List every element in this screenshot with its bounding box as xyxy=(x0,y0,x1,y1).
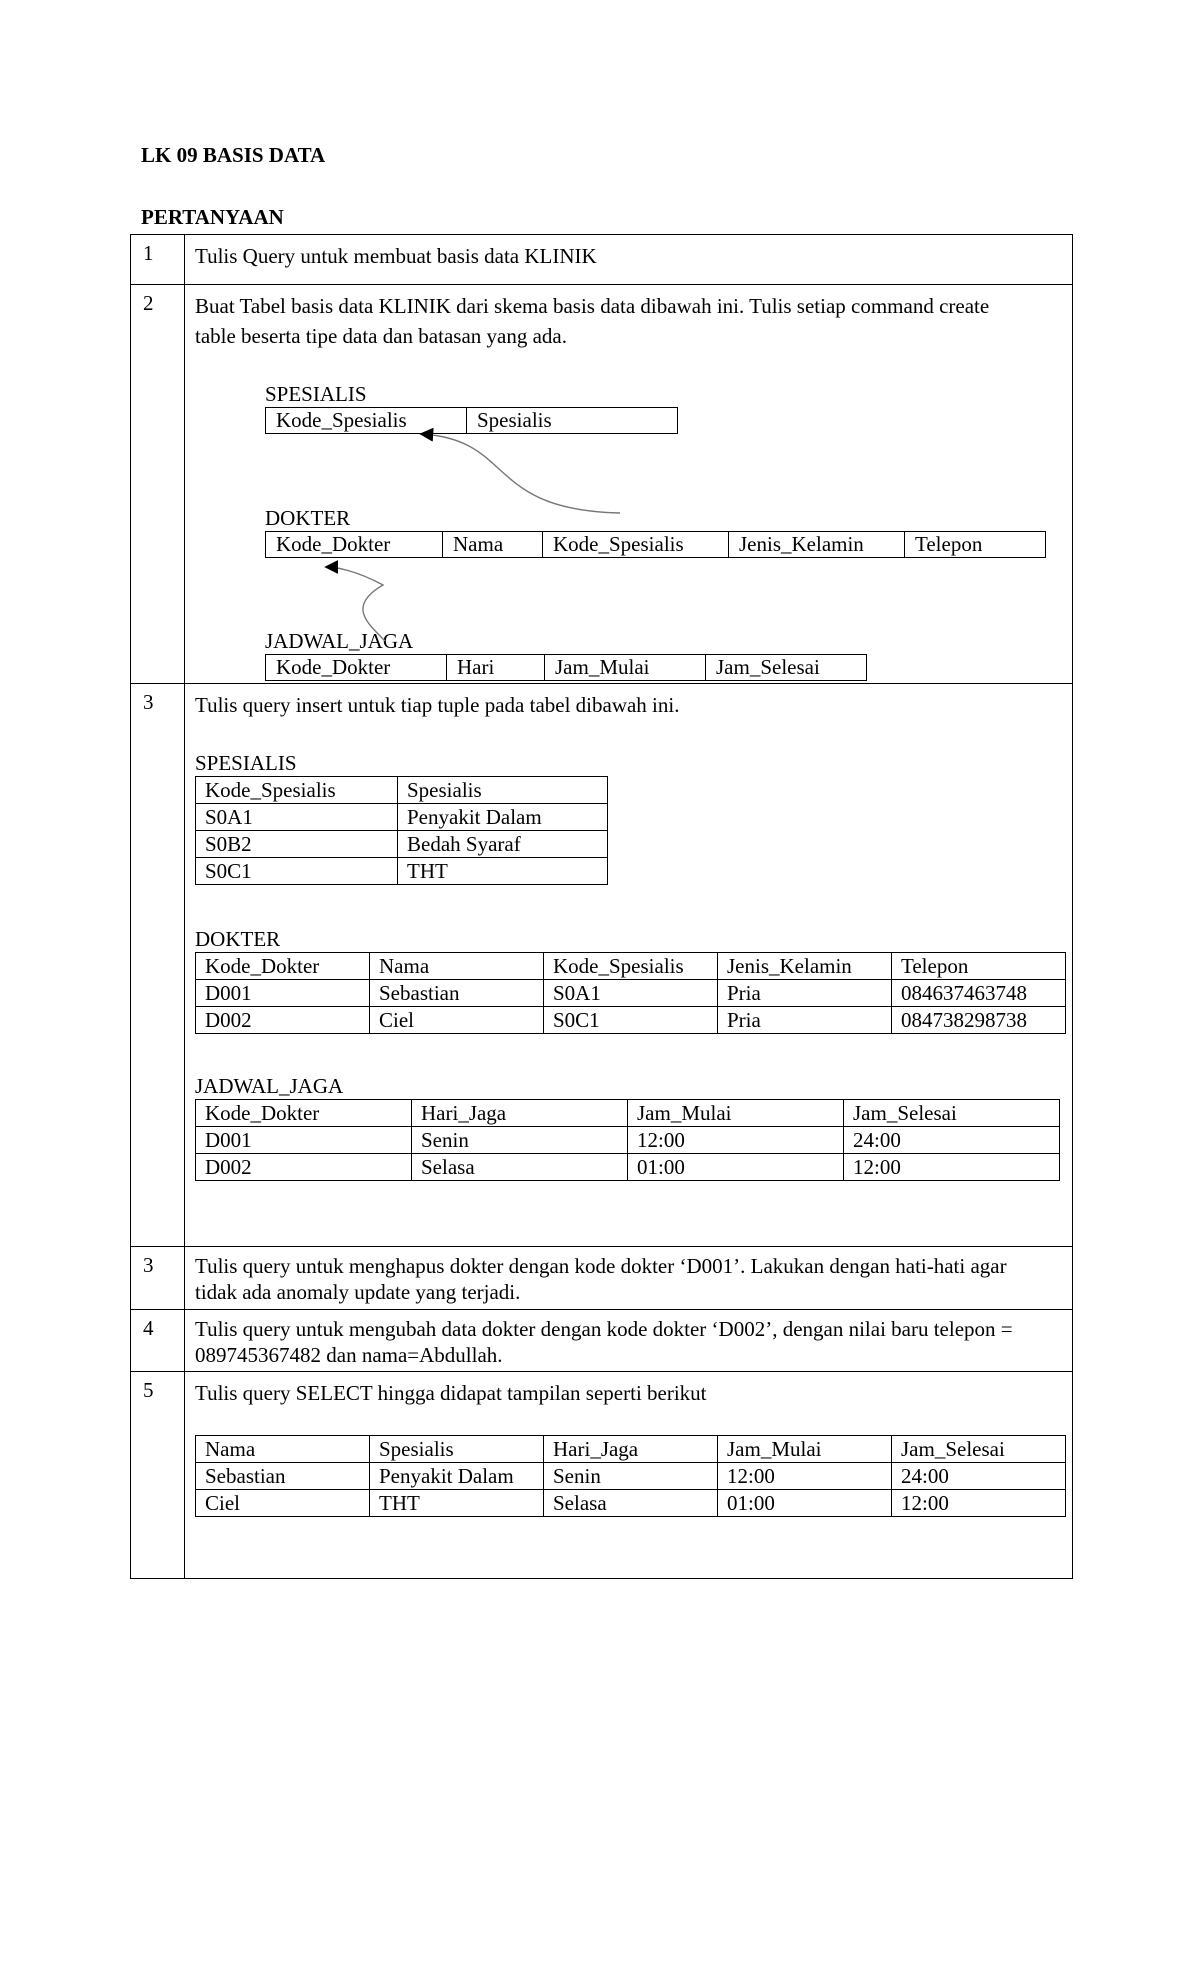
table-cell: 084637463748 xyxy=(892,980,1066,1007)
schema-column: Jam_Mulai xyxy=(545,655,706,681)
table-row xyxy=(196,858,608,885)
table-cell: 01:00 xyxy=(628,1154,844,1181)
table-cell: Senin xyxy=(412,1127,628,1154)
schema-column: Spesialis xyxy=(467,408,678,434)
table-cell: 24:00 xyxy=(892,1463,1066,1490)
table-cell: Jenis_Kelamin xyxy=(718,953,892,980)
table-cell: S0B2 xyxy=(196,831,398,858)
table-row xyxy=(196,1463,1066,1490)
table-cell: Hari_Jaga xyxy=(412,1100,628,1127)
table-cell: Selasa xyxy=(544,1490,718,1517)
table-cell: 12:00 xyxy=(718,1463,892,1490)
table-cell: S0C1 xyxy=(196,858,398,885)
table-row xyxy=(196,1007,1066,1034)
question-delete-text: Tulis query untuk menghapus dokter dengan kode dokter ‘D001’. Lakukan dengan hati-hati agar tidak ada anomaly update yang terjadi. xyxy=(195,1254,1007,1304)
table-row xyxy=(196,1436,1066,1463)
schema-column: Nama xyxy=(443,532,543,558)
question-3-cell xyxy=(185,684,1073,1247)
table-cell: Senin xyxy=(544,1463,718,1490)
insert-spesialis-label: SPESIALIS xyxy=(195,751,297,775)
table-cell: S0A1 xyxy=(544,980,718,1007)
table-cell: D001 xyxy=(196,1127,412,1154)
question-text xyxy=(185,1247,1073,1310)
table-cell: 12:00 xyxy=(628,1127,844,1154)
insert-spesialis-table xyxy=(195,776,608,885)
question-row xyxy=(131,1372,1073,1579)
schema-dokter-label: DOKTER xyxy=(265,506,351,530)
table-cell: Spesialis xyxy=(398,777,608,804)
insert-dokter-table xyxy=(195,952,1066,1034)
relationship-arrows xyxy=(185,285,1065,684)
table-cell: Jam_Selesai xyxy=(892,1436,1066,1463)
table-cell: Kode_Spesialis xyxy=(544,953,718,980)
table-cell: Bedah Syaraf xyxy=(398,831,608,858)
table-cell: 01:00 xyxy=(718,1490,892,1517)
question-number: 3 xyxy=(131,1247,185,1310)
table-cell: D002 xyxy=(196,1007,370,1034)
question-text xyxy=(185,235,1073,285)
question-row xyxy=(131,285,1073,684)
table-row xyxy=(196,1154,1060,1181)
question-text xyxy=(185,1310,1073,1372)
table-row xyxy=(196,831,608,858)
question-1-text: Tulis Query untuk membuat basis data KLINIK xyxy=(195,244,597,268)
table-cell: 12:00 xyxy=(844,1154,1060,1181)
table-row xyxy=(196,777,608,804)
question-row xyxy=(131,1310,1073,1372)
schema-column: Jenis_Kelamin xyxy=(729,532,905,558)
table-cell: 12:00 xyxy=(892,1490,1066,1517)
insert-jadwal-label: JADWAL_JAGA xyxy=(195,1074,344,1098)
schema-column: Kode_Dokter xyxy=(266,655,447,681)
schema-column: Jam_Selesai xyxy=(706,655,867,681)
question-row xyxy=(131,1247,1073,1310)
table-cell: Nama xyxy=(196,1436,370,1463)
table-cell: Selasa xyxy=(412,1154,628,1181)
question-5-text: Tulis query SELECT hingga didapat tampilan seperti berikut xyxy=(195,1381,707,1405)
schema-column: Telepon xyxy=(905,532,1046,558)
insert-jadwal-table xyxy=(195,1099,1060,1181)
question-update-text: Tulis query untuk mengubah data dokter dengan kode dokter ‘D002’, dengan nilai baru telepon = 089745367482 dan nama=Abdullah. xyxy=(195,1317,1013,1367)
table-cell: THT xyxy=(398,858,608,885)
question-2-cell xyxy=(185,285,1073,684)
table-cell: Sebastian xyxy=(370,980,544,1007)
insert-dokter-label: DOKTER xyxy=(195,927,281,951)
table-cell: Telepon xyxy=(892,953,1066,980)
question-number: 1 xyxy=(131,235,185,285)
table-cell: Hari_Jaga xyxy=(544,1436,718,1463)
questions-table xyxy=(130,234,1073,1579)
table-row xyxy=(196,980,1066,1007)
table-cell: Jam_Selesai xyxy=(844,1100,1060,1127)
table-cell: Penyakit Dalam xyxy=(398,804,608,831)
table-cell: Kode_Dokter xyxy=(196,953,370,980)
table-cell: Ciel xyxy=(370,1007,544,1034)
schema-spesialis-label: SPESIALIS xyxy=(265,382,367,406)
schema-column: Hari xyxy=(447,655,545,681)
schema-jadwal-label: JADWAL_JAGA xyxy=(265,629,414,653)
table-cell: 084738298738 xyxy=(892,1007,1066,1034)
table-cell: Kode_Dokter xyxy=(196,1100,412,1127)
table-cell: D002 xyxy=(196,1154,412,1181)
question-2-text: Buat Tabel basis data KLINIK dari skema basis data dibawah ini. Tulis setiap command create table beserta tipe data dan batasan yang ada. xyxy=(195,294,990,348)
table-cell: S0A1 xyxy=(196,804,398,831)
table-cell: Pria xyxy=(718,980,892,1007)
table-cell: Ciel xyxy=(196,1490,370,1517)
table-cell: Sebastian xyxy=(196,1463,370,1490)
question-number: 3 xyxy=(131,684,185,1247)
table-row xyxy=(196,1100,1060,1127)
question-number: 2 xyxy=(131,285,185,684)
table-cell: Kode_Spesialis xyxy=(196,777,398,804)
table-cell: Jam_Mulai xyxy=(628,1100,844,1127)
question-number: 5 xyxy=(131,1372,185,1579)
fk-arrow-spesialis xyxy=(422,434,620,513)
table-cell: Spesialis xyxy=(370,1436,544,1463)
table-cell: S0C1 xyxy=(544,1007,718,1034)
table-cell: THT xyxy=(370,1490,544,1517)
table-row xyxy=(196,1127,1060,1154)
schema-column: Kode_Spesialis xyxy=(266,408,467,434)
question-5-cell xyxy=(185,1372,1073,1579)
table-cell: Pria xyxy=(718,1007,892,1034)
table-row xyxy=(196,1490,1066,1517)
table-cell: Jam_Mulai xyxy=(718,1436,892,1463)
fk-arrow-dokter xyxy=(327,567,385,641)
section-title: PERTANYAAN xyxy=(141,205,284,229)
schema-column: Kode_Dokter xyxy=(266,532,443,558)
schema-column: Kode_Spesialis xyxy=(543,532,729,558)
question-row xyxy=(131,235,1073,285)
select-result-table xyxy=(195,1435,1066,1517)
table-cell: D001 xyxy=(196,980,370,1007)
table-row xyxy=(196,953,1066,980)
table-row xyxy=(196,804,608,831)
table-cell: Nama xyxy=(370,953,544,980)
question-row xyxy=(131,684,1073,1247)
question-3-text: Tulis query insert untuk tiap tuple pada tabel dibawah ini. xyxy=(195,693,680,717)
table-cell: Penyakit Dalam xyxy=(370,1463,544,1490)
question-number: 4 xyxy=(131,1310,185,1372)
table-cell: 24:00 xyxy=(844,1127,1060,1154)
document-title: LK 09 BASIS DATA xyxy=(141,143,326,167)
